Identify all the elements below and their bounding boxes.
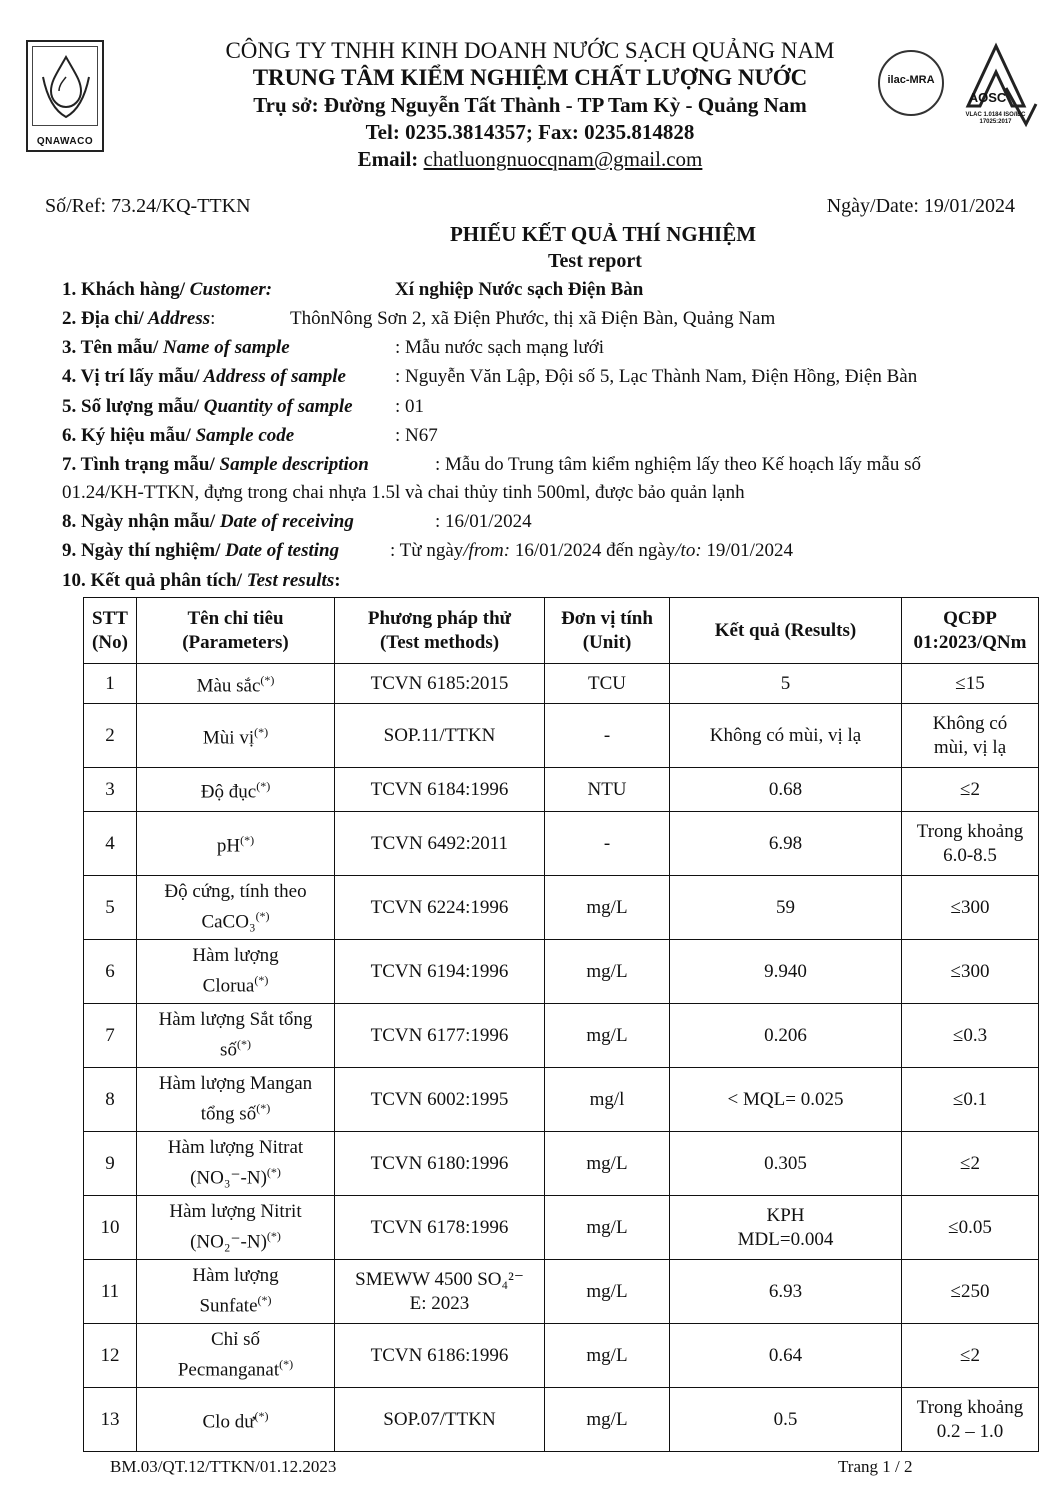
- cell-standard: ≤0.1: [902, 1068, 1039, 1132]
- table-row: [84, 940, 1039, 1004]
- cell-no: 4: [84, 812, 137, 876]
- cell-no: 12: [84, 1324, 137, 1388]
- info-sample-code: [62, 425, 438, 447]
- reference-number: Số/Ref: 73.24/KQ-TTKN: [45, 195, 251, 217]
- cell-result: 9.940: [670, 940, 902, 1004]
- receiving-label: 8. Ngày nhận mẫu/: [62, 511, 216, 532]
- cell-standard: ≤0.3: [902, 1004, 1039, 1068]
- cell-unit: mg/L: [545, 1132, 670, 1196]
- cell-method: TCVN 6177:1996: [335, 1004, 545, 1068]
- table-header-row: [84, 598, 1039, 664]
- info-sample-name: [62, 337, 605, 359]
- cell-result: 6.98: [670, 812, 902, 876]
- cell-unit: mg/L: [545, 1260, 670, 1324]
- footnote-star: (*): [254, 973, 269, 988]
- info-receiving-date: [62, 511, 532, 533]
- customer-label-en: Customer:: [185, 279, 273, 300]
- quantity-label-en: Quantity of sample: [199, 396, 353, 417]
- footnote-star: (*): [266, 1229, 281, 1244]
- footnote-star: (*): [257, 1293, 272, 1308]
- receiving-label-en: Date of receiving: [215, 511, 354, 532]
- cell-parameter: Hàm lượng Mangan tổng số(*): [137, 1068, 335, 1132]
- testing-from-prefix: : Từ ngày: [390, 540, 464, 561]
- results-label: 10. Kết quả phân tích/: [62, 570, 243, 591]
- footnote-star: (*): [254, 1409, 269, 1424]
- header-stt: STT (No): [84, 598, 137, 664]
- cell-unit: mg/L: [545, 1324, 670, 1388]
- cell-unit: mg/L: [545, 1004, 670, 1068]
- cell-standard: Trong khoảng 0.2 – 1.0: [902, 1388, 1039, 1452]
- address-label-en: Address: [143, 308, 211, 329]
- sample-code-value: : N67: [395, 425, 438, 446]
- description-value-1: : Mẫu do Trung tâm kiểm nghiệm lấy theo Kế hoạch lấy mẫu số: [435, 454, 922, 475]
- cell-parameter: Độ cứng, tính theo CaCO₃(*): [137, 876, 335, 940]
- footnote-star: (*): [240, 833, 255, 848]
- report-title: PHIẾU KẾT QUẢ THÍ NGHIỆM: [449, 222, 757, 246]
- cell-parameter: Hàm lượng Clorua(*): [137, 940, 335, 1004]
- results-colon: :: [334, 570, 341, 591]
- aosc-text: AOSC: [968, 90, 1007, 105]
- cell-standard: ≤250: [902, 1260, 1039, 1324]
- testing-label: 9. Ngày thí nghiệm/: [62, 540, 221, 561]
- quantity-value: : 01: [395, 396, 425, 417]
- report-subtitle: Test report: [548, 250, 642, 272]
- cell-method: TCVN 6002:1995: [335, 1068, 545, 1132]
- cell-unit: mg/L: [545, 940, 670, 1004]
- cell-method: TCVN 6185:2015: [335, 664, 545, 704]
- address-line: Trụ sở: Đường Nguyễn Tất Thành - TP Tam Kỳ - Quảng Nam: [253, 93, 807, 117]
- footnote-star: (*): [260, 673, 275, 688]
- table-row: [84, 812, 1039, 876]
- cell-result: 5: [670, 664, 902, 704]
- info-customer: [62, 279, 644, 301]
- footnote-star: (*): [255, 909, 270, 924]
- cell-result: 0.64: [670, 1324, 902, 1388]
- logo-text: QNAWACO: [36, 136, 94, 147]
- vlac-text: VLAC 1.0184 ISO/IEC 17025:2017: [965, 112, 1026, 125]
- company-logo: [26, 40, 104, 152]
- cell-parameter: Mùi vị(*): [137, 704, 335, 768]
- table-body: [84, 664, 1039, 1452]
- center-name: TRUNG TÂM KIỂM NGHIỆM CHẤT LƯỢNG NƯỚC: [252, 65, 808, 90]
- cell-standard: ≤300: [902, 940, 1039, 1004]
- cell-method: TCVN 6180:1996: [335, 1132, 545, 1196]
- ilac-mra-logo: [878, 50, 944, 116]
- footnote-star: (*): [236, 1037, 251, 1052]
- tel-line: Tel: 0235.3814357; Fax: 0235.814828: [365, 120, 695, 144]
- customer-value: Xí nghiệp Nước sạch Điện Bàn: [395, 279, 644, 300]
- info-quantity: [62, 396, 425, 418]
- table-row: [84, 1004, 1039, 1068]
- cell-standard: ≤0.05: [902, 1196, 1039, 1260]
- info-results-heading: [62, 570, 341, 592]
- header-methods: Phương pháp thử (Test methods): [335, 598, 545, 664]
- ilac-text: ilac-MRA: [887, 74, 935, 86]
- cell-method: TCVN 6178:1996: [335, 1196, 545, 1260]
- cell-method: SOP.11/TTKN: [335, 704, 545, 768]
- cell-result: 0.5: [670, 1388, 902, 1452]
- cell-parameter: Hàm lượng Nitrit (NO₂⁻-N)(*): [137, 1196, 335, 1260]
- cell-method: TCVN 6194:1996: [335, 940, 545, 1004]
- cell-unit: TCU: [545, 664, 670, 704]
- cell-no: 5: [84, 876, 137, 940]
- table-row: [84, 768, 1039, 812]
- cell-no: 13: [84, 1388, 137, 1452]
- table-row: [84, 1324, 1039, 1388]
- sample-code-label: 6. Ký hiệu mẫu/: [62, 425, 191, 446]
- cell-no: 9: [84, 1132, 137, 1196]
- cell-parameter: Hàm lượng Sắt tổng số(*): [137, 1004, 335, 1068]
- table-row: [84, 876, 1039, 940]
- cell-unit: -: [545, 812, 670, 876]
- table-row: [84, 1388, 1039, 1452]
- cell-unit: NTU: [545, 768, 670, 812]
- sample-code-label-en: Sample code: [190, 425, 295, 446]
- table-row: [84, 704, 1039, 768]
- cell-result: 0.206: [670, 1004, 902, 1068]
- cell-result: < MQL= 0.025: [670, 1068, 902, 1132]
- footnote-star: (*): [254, 725, 269, 740]
- cell-no: 3: [84, 768, 137, 812]
- header-unit: Đơn vị tính (Unit): [545, 598, 670, 664]
- cell-no: 7: [84, 1004, 137, 1068]
- table-row: [84, 1260, 1039, 1324]
- description-label: 7. Tình trạng mẫu/: [62, 454, 215, 475]
- cell-standard: ≤300: [902, 876, 1039, 940]
- page-number: Trang 1 / 2: [838, 1457, 913, 1476]
- cell-no: 10: [84, 1196, 137, 1260]
- cell-standard: ≤2: [902, 1132, 1039, 1196]
- receiving-value: : 16/01/2024: [435, 511, 532, 532]
- cell-unit: mg/l: [545, 1068, 670, 1132]
- cell-parameter: Hàm lượng Nitrat (NO₃⁻-N)(*): [137, 1132, 335, 1196]
- quantity-label: 5. Số lượng mẫu/: [62, 396, 200, 417]
- form-code: BM.03/QT.12/TTKN/01.12.2023: [110, 1457, 337, 1476]
- cell-unit: mg/L: [545, 1388, 670, 1452]
- location-label-en: Address of sample: [199, 366, 346, 387]
- testing-from-value: 16/01/2024 đến ngày: [510, 540, 676, 561]
- cell-result: Không có mùi, vị lạ: [670, 704, 902, 768]
- cell-parameter: Màu sắc(*): [137, 664, 335, 704]
- info-testing-date: [62, 540, 793, 562]
- cell-method: SOP.07/TTKN: [335, 1388, 545, 1452]
- cell-unit: -: [545, 704, 670, 768]
- cell-method: TCVN 6492:2011: [335, 812, 545, 876]
- cell-standard: ≤2: [902, 1324, 1039, 1388]
- cell-unit: mg/L: [545, 876, 670, 940]
- sample-name-label-en: Name of sample: [158, 337, 290, 358]
- results-table: [83, 597, 1039, 1452]
- cell-no: 2: [84, 704, 137, 768]
- location-value: : Nguyễn Văn Lập, Đội số 5, Lạc Thành Nam, Điện Hồng, Điện Bàn: [395, 366, 918, 387]
- info-location: [62, 366, 918, 388]
- cell-standard: Trong khoảng 6.0-8.5: [902, 812, 1039, 876]
- cell-parameter: pH(*): [137, 812, 335, 876]
- header-standard: QCĐP 01:2023/QNm: [902, 598, 1039, 664]
- footnote-star: (*): [266, 1165, 281, 1180]
- cell-no: 11: [84, 1260, 137, 1324]
- footnote-star: (*): [256, 779, 271, 794]
- cell-no: 8: [84, 1068, 137, 1132]
- footnote-star: (*): [256, 1101, 271, 1116]
- table-row: [84, 1196, 1039, 1260]
- cell-parameter: Clo dư(*): [137, 1388, 335, 1452]
- water-drop-icon: [33, 47, 99, 127]
- cell-result: 0.305: [670, 1132, 902, 1196]
- email-link[interactable]: chatluongnuocqnam@gmail.com: [423, 147, 703, 171]
- cell-parameter: Hàm lượng Sunfate(*): [137, 1260, 335, 1324]
- testing-label-en: Date of testing: [220, 540, 340, 561]
- cell-standard: Không có mùi, vị lạ: [902, 704, 1039, 768]
- address-colon: :: [210, 308, 216, 329]
- email-line: [120, 147, 940, 172]
- sample-name-value: : Mẫu nước sạch mạng lưới: [395, 337, 605, 358]
- sample-name-label: 3. Tên mẫu/: [62, 337, 159, 358]
- cell-no: 1: [84, 664, 137, 704]
- customer-label: 1. Khách hàng/: [62, 279, 186, 300]
- cell-no: 6: [84, 940, 137, 1004]
- email-label: Email:: [357, 147, 419, 171]
- cell-unit: mg/L: [545, 1196, 670, 1260]
- info-description: [62, 454, 1012, 503]
- testing-from-en: /from:: [463, 540, 511, 561]
- cell-result: KPH MDL=0.004: [670, 1196, 902, 1260]
- description-label-en: Sample description: [214, 454, 369, 475]
- address-label: 2. Địa chỉ/: [62, 308, 144, 329]
- footnote-star: (*): [279, 1357, 294, 1372]
- table-row: [84, 1132, 1039, 1196]
- report-date: Ngày/Date: 19/01/2024: [826, 195, 1015, 217]
- cell-result: 59: [670, 876, 902, 940]
- description-value-2: 01.24/KH-TTKN, đựng trong chai nhựa 1.5l và chai thủy tinh 500ml, được bảo quản lạnh: [62, 482, 745, 503]
- header-parameters: Tên chỉ tiêu (Parameters): [137, 598, 335, 664]
- cell-parameter: Chỉ số Pecmanganat(*): [137, 1324, 335, 1388]
- table-row: [84, 664, 1039, 704]
- cell-result: 0.68: [670, 768, 902, 812]
- testing-value: [390, 540, 793, 562]
- cell-standard: ≤15: [902, 664, 1039, 704]
- results-label-en: Test results: [242, 570, 335, 591]
- company-name: CÔNG TY TNHH KINH DOANH NƯỚC SẠCH QUẢNG NAM: [225, 38, 835, 63]
- table-row: [84, 1068, 1039, 1132]
- cell-method: TCVN 6186:1996: [335, 1324, 545, 1388]
- testing-to-value: 19/01/2024: [701, 540, 793, 561]
- cell-result: 6.93: [670, 1260, 902, 1324]
- cell-method: TCVN 6224:1996: [335, 876, 545, 940]
- testing-to-en: /to:: [675, 540, 702, 561]
- info-address: [62, 308, 776, 330]
- location-label: 4. Vị trí lấy mẫu/: [62, 366, 200, 387]
- cell-standard: ≤2: [902, 768, 1039, 812]
- cell-method: SMEWW 4500 SO₄²⁻ E: 2023: [335, 1260, 545, 1324]
- cell-method: TCVN 6184:1996: [335, 768, 545, 812]
- header-results: Kết quả (Results): [670, 598, 902, 664]
- address-value: ThônNông Sơn 2, xã Điện Phước, thị xã Điện Bàn, Quảng Nam: [290, 308, 776, 329]
- cell-parameter: Độ đục(*): [137, 768, 335, 812]
